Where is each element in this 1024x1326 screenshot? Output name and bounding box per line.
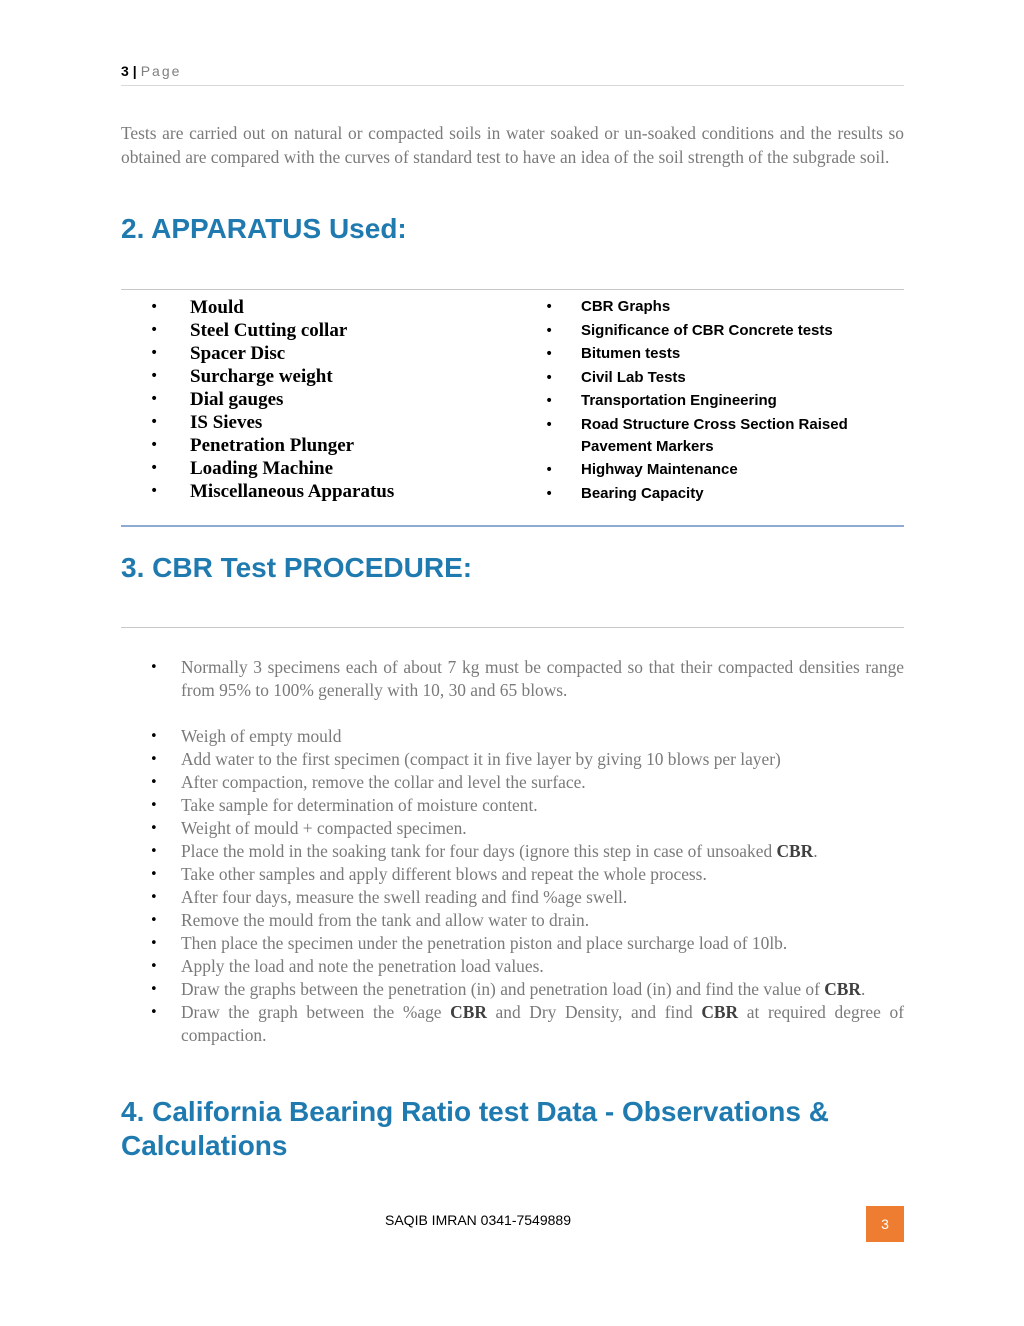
procedure-step: • Take sample for determination of moisture content. [150, 794, 904, 817]
intro-paragraph: Tests are carried out on natural or compacted soils in water soaked or un-soaked conditions and the results so obtained are compared with the curves of standard test to have an idea of the soil strength of the subgrade soil. [121, 123, 904, 167]
data-heading: 4. California Bearing Ratio test Data - Observations & Calculations [121, 1096, 829, 1161]
apparatus-bottom-rule [121, 525, 904, 527]
related-link[interactable]: • Road Structure Cross Section Raised Pavement Markers [545, 414, 875, 458]
procedure-step: • Add water to the first specimen (compact it in five layer by giving 10 blows per layer) [150, 748, 904, 771]
step-text: and Dry Density, and find [486, 1002, 702, 1022]
apparatus-heading: 2. APPARATUS Used: [121, 213, 407, 244]
procedure-step: • Weigh of empty mould [150, 725, 904, 748]
step-text: Place the mold in the soaking tank for four days (ignore this step in case of unsoaked [181, 841, 777, 861]
procedure-step: • Then place the specimen under the penetration piston and place surcharge load of 10lb. [150, 932, 904, 955]
related-link[interactable]: • CBR Graphs [545, 296, 875, 318]
procedure-rule [121, 627, 904, 628]
procedure-step: • Normally 3 specimens each of about 7 kg must be compacted so that their compacted densities range from 95% to 100% generally with 10, 30 and 65 blows. [150, 656, 904, 702]
apparatus-item: • Spacer Disc [150, 342, 510, 365]
procedure-list [150, 656, 904, 1047]
procedure-step: • After four days, measure the swell reading and find %age swell. [150, 886, 904, 909]
procedure-step [150, 1001, 904, 1047]
apparatus-top-rule [121, 289, 904, 290]
procedure-step: • Take other samples and apply different blows and repeat the whole process. [150, 863, 904, 886]
apparatus-item: • Loading Machine [150, 457, 510, 480]
apparatus-item: • Steel Cutting collar [150, 319, 510, 342]
step-bold: CBR [450, 1002, 487, 1022]
header-page-number: 3 [121, 63, 129, 79]
related-link[interactable]: • Bearing Capacity [545, 483, 875, 505]
step-bold: CBR [824, 979, 861, 999]
related-link[interactable]: • Bitumen tests [545, 343, 875, 365]
related-links-list [545, 296, 875, 506]
apparatus-item: • Penetration Plunger [150, 434, 510, 457]
related-link[interactable]: • Civil Lab Tests [545, 367, 875, 389]
header-divider [121, 85, 904, 86]
step-bold: CBR [701, 1002, 739, 1022]
step-bold: CBR [776, 841, 814, 861]
step-text: Draw the graphs between the penetration (in) and penetration load (in) and find the value of [181, 979, 825, 999]
procedure-step: • Apply the load and note the penetration load values. [150, 955, 904, 978]
related-link[interactable]: • Transportation Engineering [545, 390, 875, 412]
procedure-heading: 3. CBR Test PROCEDURE: [121, 552, 473, 583]
apparatus-item: • Surcharge weight [150, 365, 510, 388]
procedure-step: • Weight of mould + compacted specimen. [150, 817, 904, 840]
apparatus-item: • IS Sieves [150, 411, 510, 434]
procedure-step: • After compaction, remove the collar and level the surface. [150, 771, 904, 794]
step-text: Draw the graph between the %age [181, 1002, 451, 1022]
related-link[interactable]: • Significance of CBR Concrete tests [545, 320, 875, 342]
footer-page-box: 3 [866, 1206, 904, 1242]
step-text: . [860, 979, 866, 999]
procedure-step [150, 840, 904, 863]
step-text: at required degree of compaction. [181, 1002, 904, 1045]
procedure-step: • Remove the mould from the tank and allow water to drain. [150, 909, 904, 932]
related-link[interactable]: • Highway Maintenance [545, 459, 875, 481]
step-text: . [813, 841, 818, 861]
footer-author: SAQIB IMRAN 0341-7549889 [385, 1212, 571, 1228]
apparatus-item: • Miscellaneous Apparatus [150, 480, 510, 503]
header-separator: | [132, 63, 137, 79]
apparatus-list [150, 296, 510, 503]
apparatus-item: • Dial gauges [150, 388, 510, 411]
apparatus-item: • Mould [150, 296, 510, 319]
procedure-step [150, 978, 904, 1001]
page-header [121, 63, 181, 79]
header-page-word: Page [140, 63, 182, 79]
